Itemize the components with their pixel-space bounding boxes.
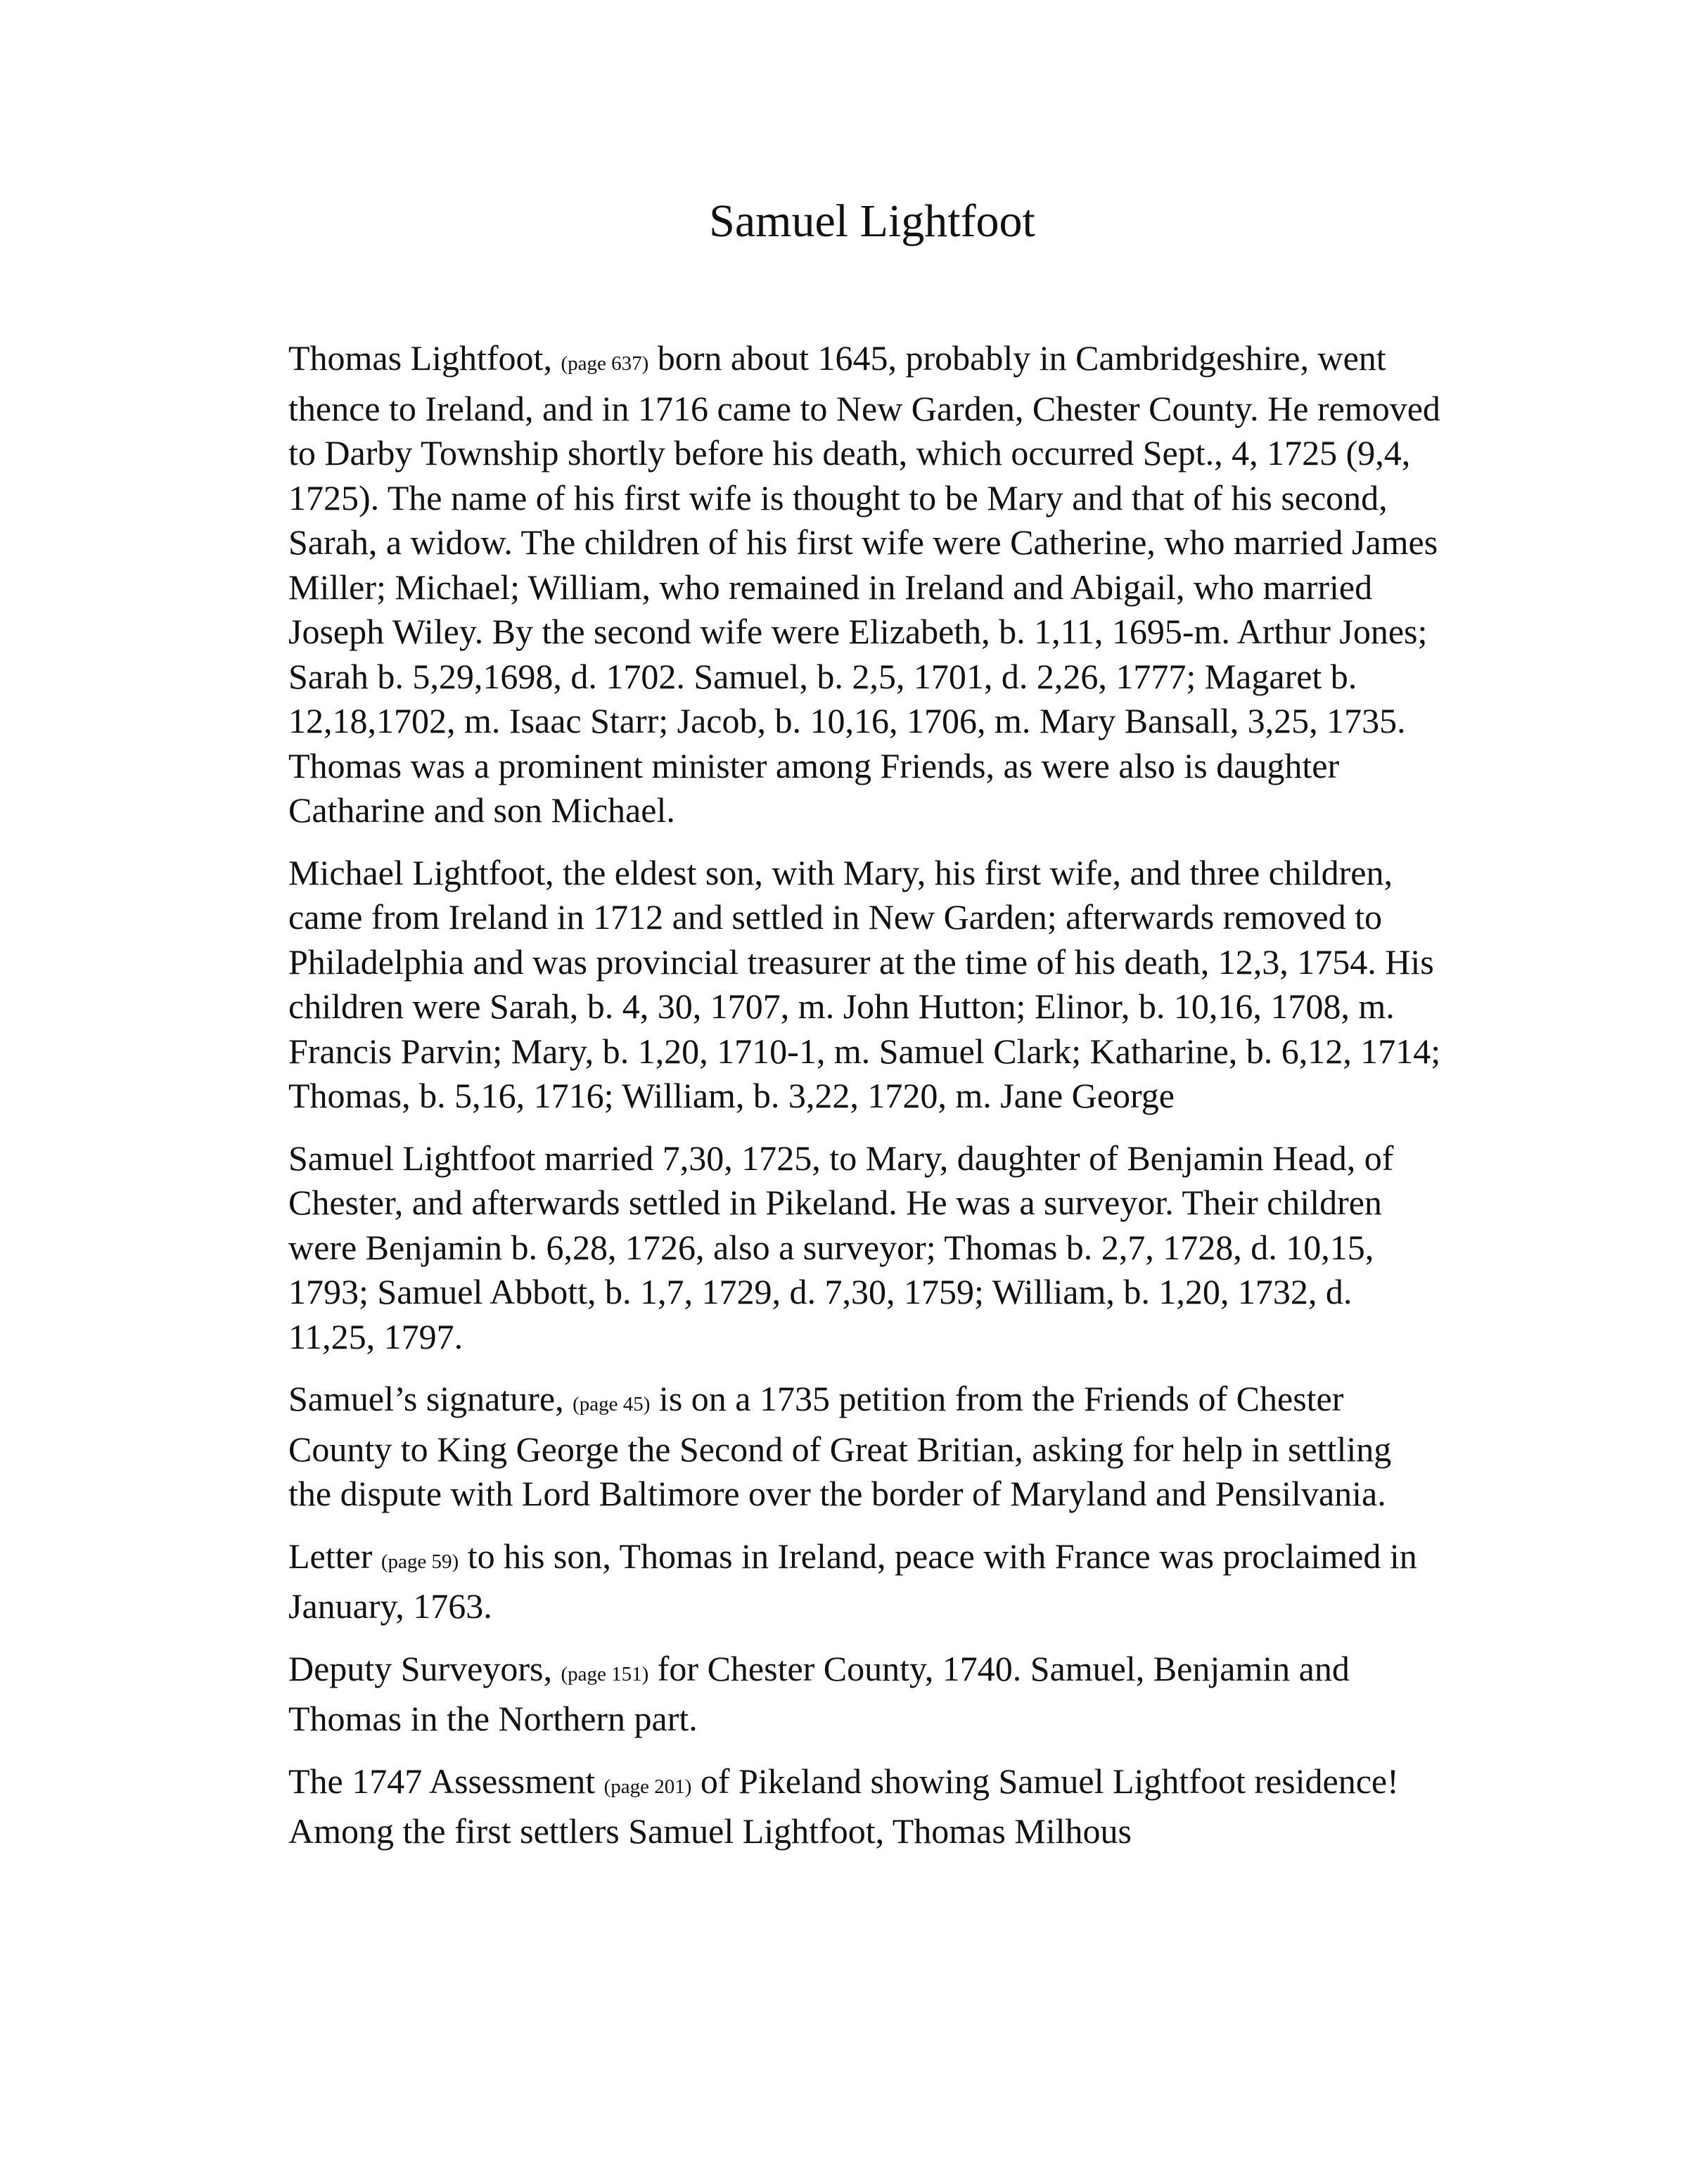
paragraph-text: for Chester County, 1740. Samuel, Benjamin and Thomas in the Northern part.	[288, 1648, 1350, 1738]
paragraph-assessment	[288, 1759, 1442, 1854]
paragraph-text: born about 1645, probably in Cambridgeshire, went thence to Ireland, and in 1716 came to New Garden, Chester County. He removed to Darby Township shortly before his death, which occurred Sept., 4, 1725 (9,4, 1725). The name of his first wife is thought to be Mary and that of his second, Sarah, a widow. The children of his first wife were Catherine, who married James Miller; Michael; William, who remained in Ireland and Abigail, who married Joseph Wiley. By the second wife were Elizabeth, b. 1,11, 1695-m. Arthur Jones; Sarah b. 5,29,1698, d. 1702. Samuel, b. 2,5, 1701, d. 2,26, 1777; Magaret b. 12,18,1702, m. Isaac Starr; Jacob, b. 10,16, 1706, m. Mary Bansall, 3,25, 1735. Thomas was a prominent minister among Friends, as were also is daughter Catharine and son Michael.	[288, 338, 1440, 830]
document-body	[288, 336, 1442, 1872]
paragraph-text: The 1747 Assessment	[288, 1761, 604, 1801]
paragraph-text: of Pikeland showing Samuel Lightfoot residence! Among the first settlers Samuel Lightfoot, Thomas Milhous	[288, 1761, 1399, 1851]
page-reference: (page 637)	[561, 352, 649, 375]
paragraph-deputy-surveyors	[288, 1647, 1442, 1742]
paragraph-text: is on a 1735 petition from the Friends of Chester County to King George the Second of Great Britian, asking for help in settling the dispute with Lord Baltimore over the border of Maryland and Pensilvania.	[288, 1379, 1392, 1513]
paragraph-text: Thomas Lightfoot,	[288, 338, 561, 378]
paragraph-text: Deputy Surveyors,	[288, 1648, 561, 1688]
paragraph-signature	[288, 1377, 1442, 1517]
page-title: Samuel Lightfoot	[709, 195, 1035, 247]
page-reference: (page 59)	[381, 1550, 459, 1573]
paragraph-michael-lightfoot: Michael Lightfoot, the eldest son, with Mary, his first wife, and three children, came from Ireland in 1712 and settled in New Garden; afterwards removed to Philadelphia and was provincial treasurer at the time of his death, 12,3, 1754. His children were Sarah, b. 4, 30, 1707, m. John Hutton; Elinor, b. 10,16, 1708, m. Francis Parvin; Mary, b. 1,20, 1710-1, m. Samuel Clark; Katharine, b. 6,12, 1714; Thomas, b. 5,16, 1716; William, b. 3,22, 1720, m. Jane George	[288, 852, 1441, 1115]
paragraph-text: Samuel’s signature,	[288, 1379, 573, 1418]
paragraph-thomas-lightfoot	[288, 336, 1442, 833]
page-reference: (page 151)	[561, 1662, 649, 1685]
page-reference: (page 201)	[603, 1775, 692, 1798]
paragraph-text: to his son, Thomas in Ireland, peace with France was proclaimed in January, 1763.	[288, 1536, 1417, 1626]
paragraph-letter	[288, 1534, 1442, 1629]
page-reference: (page 45)	[573, 1393, 651, 1415]
paragraph-text: Letter	[288, 1536, 381, 1576]
paragraph-samuel-lightfoot: Samuel Lightfoot married 7,30, 1725, to Mary, daughter of Benjamin Head, of Chester, and afterwards settled in Pikeland. He was a surveyor. Their children were Benjamin b. 6,28, 1726, also a surveyor; Thomas b. 2,7, 1728, d. 10,15, 1793; Samuel Abbott, b. 1,7, 1729, d. 7,30, 1759; William, b. 1,20, 1732, d. 11,25, 1797.	[288, 1138, 1394, 1356]
